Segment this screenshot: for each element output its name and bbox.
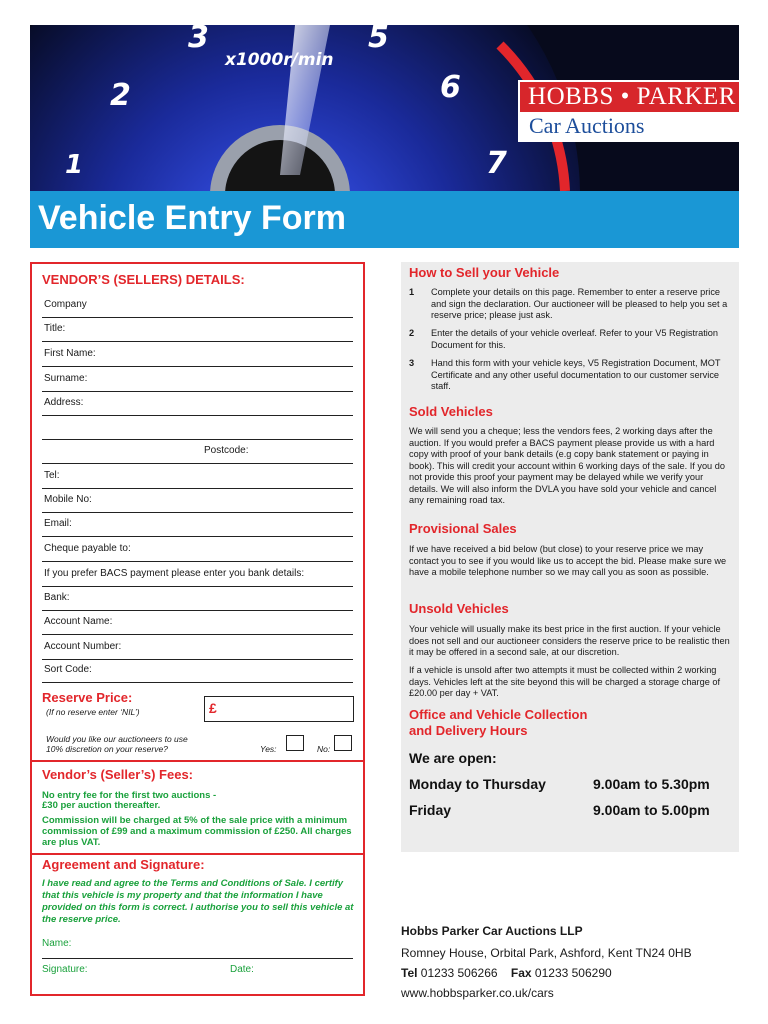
discretion-no-checkbox[interactable] xyxy=(334,735,352,751)
name-field[interactable] xyxy=(42,958,353,959)
signature-label: Signature: xyxy=(42,964,88,975)
agreement-text: I have read and agree to the Terms and Conditions of Sale. I certify that this vehicle is my property and that the information I have provided on this form is correct. I authorise you to sell this vehicle at the reserve price. xyxy=(42,878,354,925)
discretion-yes-label: Yes: xyxy=(260,744,277,754)
vendor-details-heading: VENDOR’S (SELLERS) DETAILS: xyxy=(42,272,245,287)
reserve-price-input[interactable] xyxy=(204,696,354,722)
date-label: Date: xyxy=(230,964,254,975)
discretion-question-line1: Would you like our auctioneers to use xyxy=(46,734,188,744)
tel-number: 01233 506266 xyxy=(420,966,498,980)
fees-heading: Vendor’s (Seller’s) Fees: xyxy=(42,767,194,782)
name-label: Name: xyxy=(42,938,72,949)
section-divider xyxy=(32,853,363,855)
agreement-heading: Agreement and Signature: xyxy=(42,857,205,872)
phone-fax-line xyxy=(401,966,612,980)
sort-code-field[interactable] xyxy=(42,682,353,683)
step-number: 2 xyxy=(409,328,415,338)
dial-number-1: 1 xyxy=(65,150,84,180)
surname-field[interactable] xyxy=(42,391,353,392)
dial-unit: x1000r/min xyxy=(225,50,334,70)
company-label: Company xyxy=(44,299,87,310)
hobbs-parker-logo xyxy=(518,80,739,142)
fees-line-1: No entry fee for the first two auctions - xyxy=(42,790,217,801)
unsold-vehicles-text-2: If a vehicle is unsold after two attempts it must be collected within 2 working days. Vehicles left at the site beyond this will be charged a storage charge of £20.00 per day + VAT. xyxy=(409,665,721,698)
step-number: 1 xyxy=(409,287,415,297)
company-field[interactable] xyxy=(42,317,353,318)
discretion-question-line2: 10% discretion on your reserve? xyxy=(46,744,168,754)
step-text: Hand this form with your vehicle keys, V5 Registration Document, MOT Certificate and any other useful documentation to our customer service staff. xyxy=(431,358,721,391)
tel-field[interactable] xyxy=(42,488,353,489)
account-number-label: Account Number: xyxy=(44,641,122,652)
hours-day: Monday to Thursday xyxy=(409,776,546,792)
reserve-price-heading: Reserve Price: xyxy=(42,690,133,705)
hours-time: 9.00am to 5.30pm xyxy=(593,776,710,792)
account-number-field[interactable] xyxy=(42,659,353,660)
header-banner xyxy=(30,25,739,191)
reserve-note: (If no reserve enter ‘NIL’) xyxy=(46,707,140,717)
email-label: Email: xyxy=(44,518,72,529)
step-text: Complete your details on this page. Remember to enter a reserve price and sign the declaration. Our auctioneer will be pleased to help you set a reserve price; please just ask. xyxy=(431,287,728,320)
how-to-sell-heading: How to Sell your Vehicle xyxy=(409,265,560,280)
sold-vehicles-heading: Sold Vehicles xyxy=(409,404,493,419)
first-name-label: First Name: xyxy=(44,348,96,359)
hours-day: Friday xyxy=(409,802,452,818)
cheque-label: Cheque payable to: xyxy=(44,543,131,554)
address-field-1[interactable] xyxy=(42,415,353,416)
title-field[interactable] xyxy=(42,341,353,342)
unsold-vehicles-heading: Unsold Vehicles xyxy=(409,601,509,616)
provisional-sales-text: If we have received a bid below (but close) to your reserve price we may contact you to see if you would like us to accept the bid. Please make sure we have a mobile telephone number so we may call you as soon as possible. xyxy=(409,544,727,577)
bank-label: Bank: xyxy=(44,592,70,603)
dial-number-2: 2 xyxy=(110,78,131,113)
dial-number-6: 6 xyxy=(440,70,461,105)
surname-label: Surname: xyxy=(44,373,88,384)
first-name-field[interactable] xyxy=(42,366,353,367)
vendor-form xyxy=(30,262,365,996)
bank-field[interactable] xyxy=(42,610,353,611)
unsold-vehicles-text-1: Your vehicle will usually make its best price in the first auction. If your vehicle does not sell and our auctioneer considers the reserve price to be realistic then it may be offered in a second sale, at our discretion. xyxy=(409,624,730,657)
provisional-sales-heading: Provisional Sales xyxy=(409,521,517,536)
account-name-label: Account Name: xyxy=(44,616,113,627)
postcode-field[interactable] xyxy=(42,463,353,464)
address-label: Address: xyxy=(44,397,84,408)
website-link[interactable]: www.hobbsparker.co.uk/cars xyxy=(401,986,554,1000)
pound-sign: £ xyxy=(209,700,217,716)
company-name: Hobbs Parker Car Auctions LLP xyxy=(401,924,583,938)
account-name-field[interactable] xyxy=(42,634,353,635)
mobile-label: Mobile No: xyxy=(44,494,92,505)
bacs-label: If you prefer BACS payment please enter you bank details: xyxy=(44,568,305,579)
bacs-field[interactable] xyxy=(42,586,353,587)
hours-time: 9.00am to 5.00pm xyxy=(593,802,710,818)
fax-label: Fax xyxy=(510,966,532,980)
cheque-field[interactable] xyxy=(42,561,353,562)
tel-label: Tel: xyxy=(44,470,60,481)
title-label: Title: xyxy=(44,323,66,334)
fees-line-2: £30 per auction thereafter. xyxy=(42,800,161,811)
dial-number-5: 5 xyxy=(368,25,389,55)
discretion-no-label: No: xyxy=(317,744,331,754)
fax-number: 01233 506290 xyxy=(534,966,612,980)
logo-top-text: HOBBS • PARKER xyxy=(520,82,739,112)
dial-number-3: 3 xyxy=(188,25,209,55)
address-field-2[interactable] xyxy=(42,439,353,440)
company-address: Romney House, Orbital Park, Ashford, Kent TN24 0HB xyxy=(401,946,692,960)
mobile-field[interactable] xyxy=(42,512,353,513)
office-hours-heading-2: and Delivery Hours xyxy=(409,723,528,738)
dial-number-7: 7 xyxy=(486,146,507,181)
section-divider xyxy=(32,760,363,762)
step-text: Enter the details of your vehicle overleaf. Refer to your V5 Registration Document for this. xyxy=(431,328,719,350)
title-bar xyxy=(30,191,739,248)
step-number: 3 xyxy=(409,358,415,368)
we-are-open: We are open: xyxy=(409,750,497,766)
postcode-label: Postcode: xyxy=(204,445,249,456)
page-title: Vehicle Entry Form xyxy=(38,199,346,237)
tel-label: Tel xyxy=(401,966,418,980)
sort-code-label: Sort Code: xyxy=(44,664,92,675)
sold-vehicles-text: We will send you a cheque; less the vendors fees, 2 working days after the auction. If you would prefer a BACS payment please provide us with a hard copy with proof of your bank details (e.g copy bank statement or paying in book). This will credit your account within 6 working days of the sale. If you do not provide this proof your payment may be delayed while we verify your details. We will also inform the DVLA you have sold your vehicle and cancel any remaining road tax. xyxy=(409,426,725,505)
logo-bottom-text: Car Auctions xyxy=(520,112,739,140)
info-panel xyxy=(401,262,739,852)
discretion-yes-checkbox[interactable] xyxy=(286,735,304,751)
commission-text: Commission will be charged at 5% of the sale price with a minimum commission of £99 and a maximum commission of £250. All charges are plus VAT. xyxy=(42,815,352,848)
office-hours-heading-1: Office and Vehicle Collection xyxy=(409,707,588,722)
email-field[interactable] xyxy=(42,536,353,537)
